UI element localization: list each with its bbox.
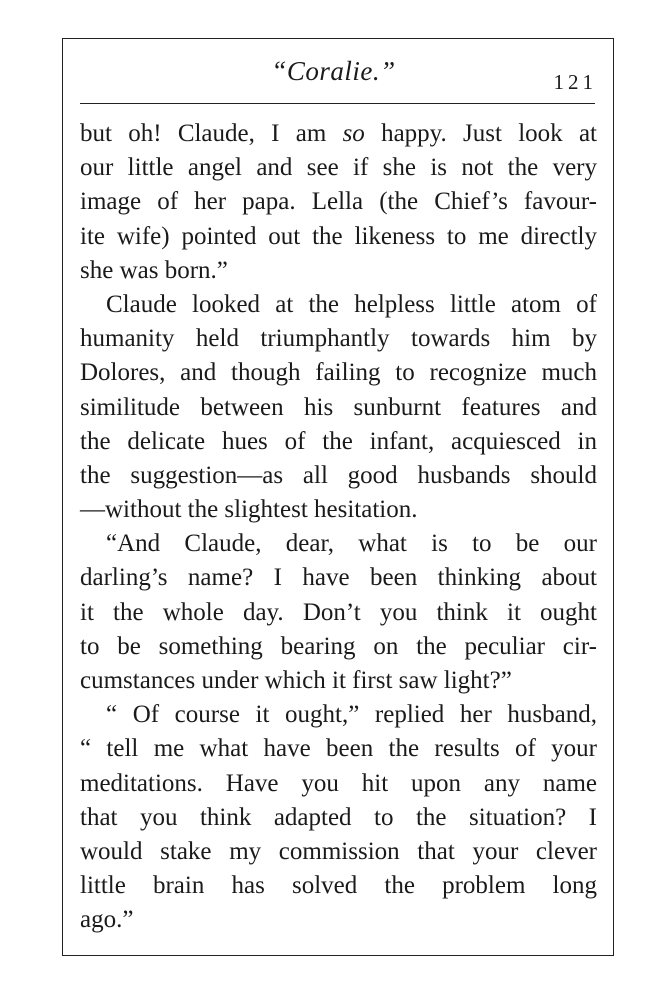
- text-line: to be something bearing on the peculiar cir-: [80, 632, 597, 660]
- text-line: cumstances under which it first saw light?”: [80, 667, 512, 694]
- text-line: “ Of course it ought,” replied her husband,: [106, 701, 597, 729]
- text-line: darling’s name? I have been thinking about: [80, 564, 597, 592]
- text-line: humanity held triumphantly towards him by: [80, 325, 597, 353]
- text-line: “And Claude, dear, what is to be our: [106, 530, 597, 558]
- text-line: Claude looked at the helpless little atom of: [106, 290, 597, 318]
- text-line: it the whole day. Don’t you think it ought: [80, 598, 597, 626]
- text-line: the delicate hues of the infant, acquiesced in: [80, 427, 597, 455]
- text-line: similitude between his sunburnt features and: [80, 393, 597, 421]
- text-line: but oh! Claude, I am so happy. Just look at: [80, 120, 597, 147]
- text-line: that you think adapted to the situation? I: [80, 803, 597, 831]
- text-line: she was born.”: [80, 256, 228, 284]
- text-line: meditations. Have you hit upon any name: [80, 769, 597, 797]
- text-line: the suggestion—as all good husbands should: [80, 461, 597, 489]
- text-line: image of her papa. Lella (the Chief’s favour-: [80, 188, 597, 216]
- text-line: ite wife) pointed out the likeness to me directly: [80, 222, 597, 250]
- running-title: “Coralie.”: [271, 56, 396, 86]
- emphasis-text: so: [342, 120, 365, 147]
- header-rule: [80, 103, 595, 104]
- text-line: Dolores, and though failing to recognize much: [80, 359, 597, 387]
- text-line: little brain has solved the problem long: [80, 872, 597, 900]
- text-line: would stake my commission that your clever: [80, 837, 597, 865]
- text-line: our little angel and see if she is not the very: [80, 154, 597, 182]
- text-line: “ tell me what have been the results of your: [80, 735, 597, 763]
- body-text: [80, 117, 597, 938]
- text-line: ago.”: [80, 906, 134, 934]
- text-line: —without the slightest hesitation.: [80, 496, 418, 524]
- page-number: 121: [553, 70, 597, 94]
